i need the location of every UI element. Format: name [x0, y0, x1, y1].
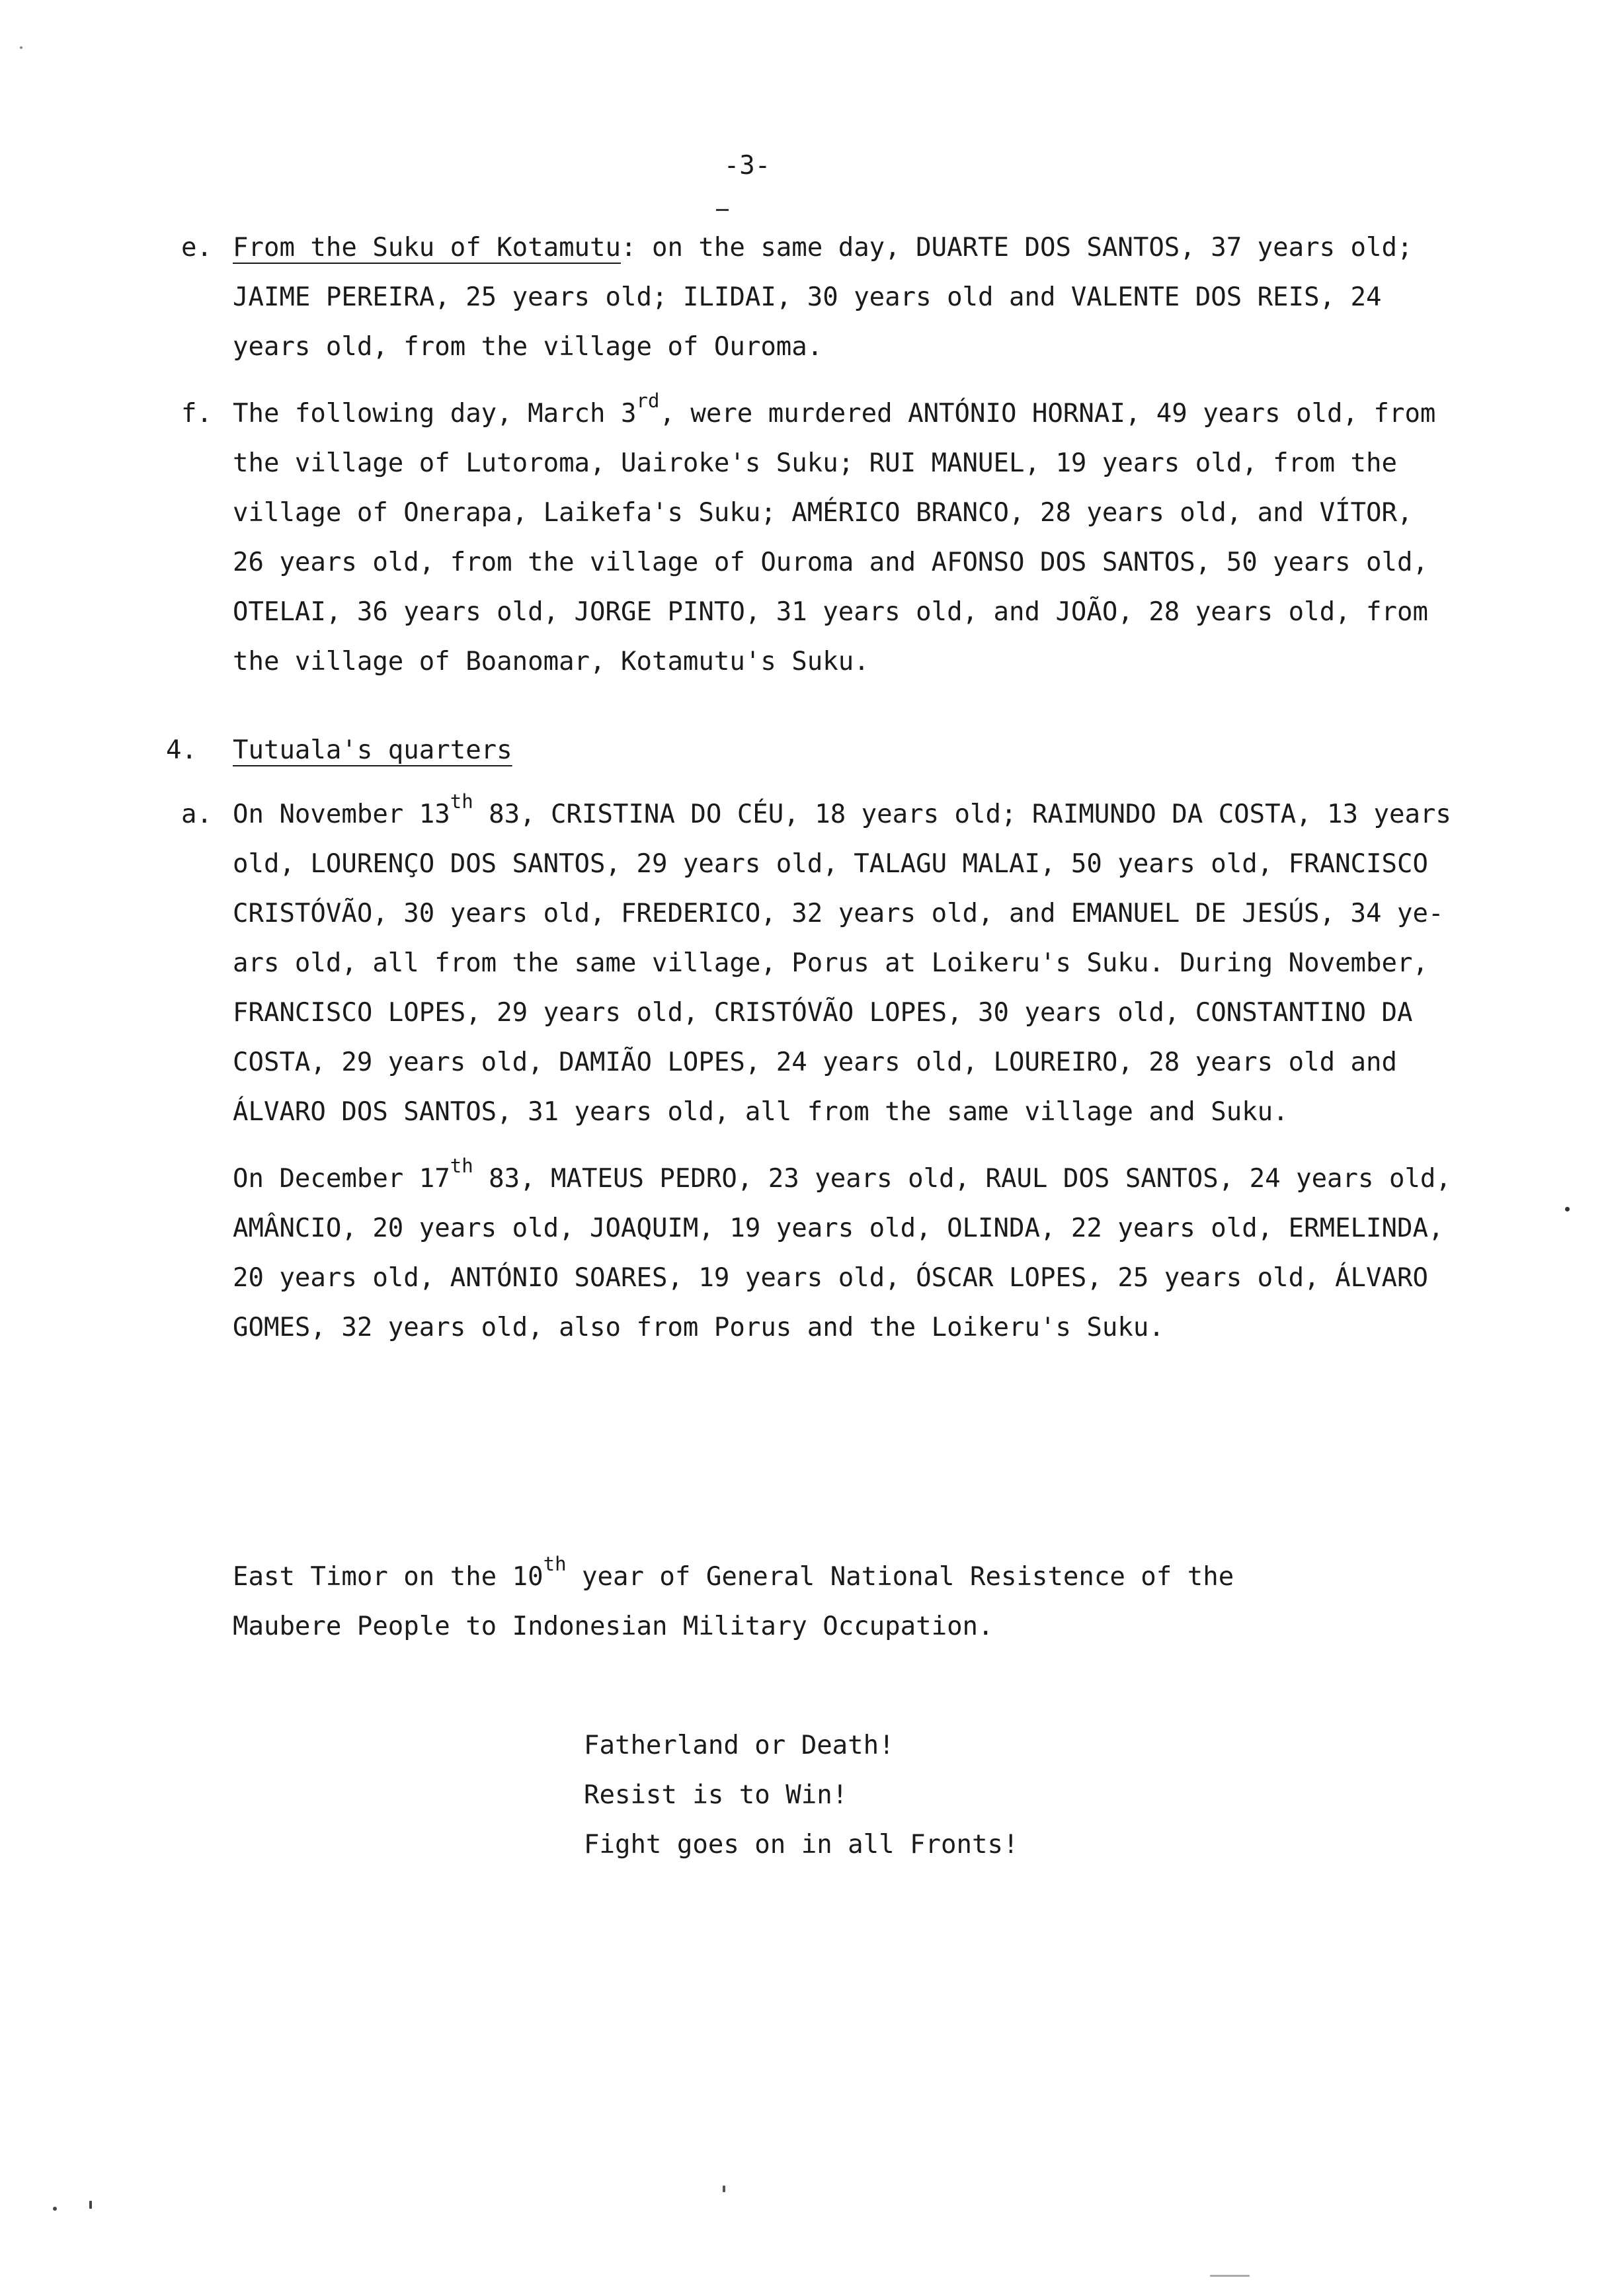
slogans: [584, 1721, 1018, 1869]
text-line: GOMES, 32 years old, also from Porus and the Loikeru's Suku.: [233, 1313, 1164, 1342]
scan-speck: [723, 2186, 725, 2192]
page-number: -3-: [723, 151, 771, 181]
text-line: FRANCISCO LOPES, 29 years old, CRISTÓVÃO LOPES, 30 years old, CONSTANTINO DA: [233, 998, 1413, 1028]
superscript: rd: [636, 390, 660, 412]
list-item-a-paragraph-2: [233, 1154, 1548, 1352]
text-line: ars old, all from the same village, Porus at Loikeru's Suku. During November,: [233, 948, 1428, 978]
page-number-mark: [716, 209, 729, 211]
scan-speck: [89, 2201, 92, 2209]
list-marker: e.: [181, 233, 212, 263]
list-item-f: [181, 389, 1548, 686]
superscript: th: [450, 790, 473, 813]
text-line: the village of Boanomar, Kotamutu's Suku.: [233, 647, 869, 676]
slogan: Fight goes on in all Fronts!: [584, 1830, 1019, 1860]
superscript: th: [450, 1155, 473, 1177]
superscript: th: [543, 1553, 567, 1575]
section-4: [166, 725, 1548, 775]
text-line: 20 years old, ANTÓNIO SOARES, 19 years old, ÓSCAR LOPES, 25 years old, ÁLVARO: [233, 1263, 1428, 1293]
scan-speck: [20, 46, 22, 49]
text-line: village of Onerapa, Laikefa's Suku; AMÉRICO BRANCO, 28 years old, and VÍTOR,: [233, 498, 1413, 528]
text-line: On November 13th 83, CRISTINA DO CÉU, 18 years old; RAIMUNDO DA COSTA, 13 years: [233, 790, 1451, 829]
list-item-e: [181, 223, 1548, 372]
text-line: AMÂNCIO, 20 years old, JOAQUIM, 19 years old, OLINDA, 22 years old, ERMELINDA,: [233, 1213, 1444, 1243]
slogan: Fatherland or Death!: [584, 1731, 895, 1760]
text-line: OTELAI, 36 years old, JORGE PINTO, 31 years old, and JOÃO, 28 years old, from: [233, 597, 1428, 627]
text-line: Maubere People to Indonesian Military Occupation.: [233, 1612, 994, 1641]
list-marker: f.: [181, 399, 212, 429]
underlined-heading: From the Suku of Kotamutu: [233, 233, 621, 263]
list-marker: a.: [181, 800, 212, 829]
section-marker: 4.: [166, 735, 197, 765]
text-line: From the Suku of Kotamutu: on the same day, DUARTE DOS SANTOS, 37 years old;: [233, 233, 1413, 263]
text-line: On December 17th 83, MATEUS PEDRO, 23 years old, RAUL DOS SANTOS, 24 years old,: [233, 1155, 1451, 1194]
text-line: COSTA, 29 years old, DAMIÃO LOPES, 24 years old, LOUREIRO, 28 years old and: [233, 1047, 1397, 1077]
section-heading: Tutuala's quarters: [233, 735, 512, 765]
text-line: East Timor on the 10th year of General National Resistence of the: [233, 1553, 1234, 1592]
text-line: ÁLVARO DOS SANTOS, 31 years old, all from the same village and Suku.: [233, 1097, 1289, 1127]
closing-statement: [233, 1552, 1548, 1651]
slogan: Resist is to Win!: [584, 1780, 848, 1810]
list-item-a: [181, 790, 1548, 1137]
scan-speck: [1565, 1207, 1570, 1211]
scan-speck: [53, 2207, 57, 2211]
text-line: old, LOURENÇO DOS SANTOS, 29 years old, TALAGU MALAI, 50 years old, FRANCISCO: [233, 849, 1428, 879]
text-line: JAIME PEREIRA, 25 years old; ILIDAI, 30 years old and VALENTE DOS REIS, 24: [233, 282, 1382, 312]
text-line: the village of Lutoroma, Uairoke's Suku; RUI MANUEL, 19 years old, from the: [233, 448, 1397, 478]
text-line: CRISTÓVÃO, 30 years old, FREDERICO, 32 years old, and EMANUEL DE JESÚS, 34 ye-: [233, 899, 1444, 928]
text-line: 26 years old, from the village of Ouroma and AFONSO DOS SANTOS, 50 years old,: [233, 548, 1428, 577]
text-line: years old, from the village of Ouroma.: [233, 332, 823, 362]
scan-speck: [1210, 2275, 1250, 2277]
text-line: The following day, March 3rd, were murdered ANTÓNIO HORNAI, 49 years old, from: [233, 390, 1436, 429]
